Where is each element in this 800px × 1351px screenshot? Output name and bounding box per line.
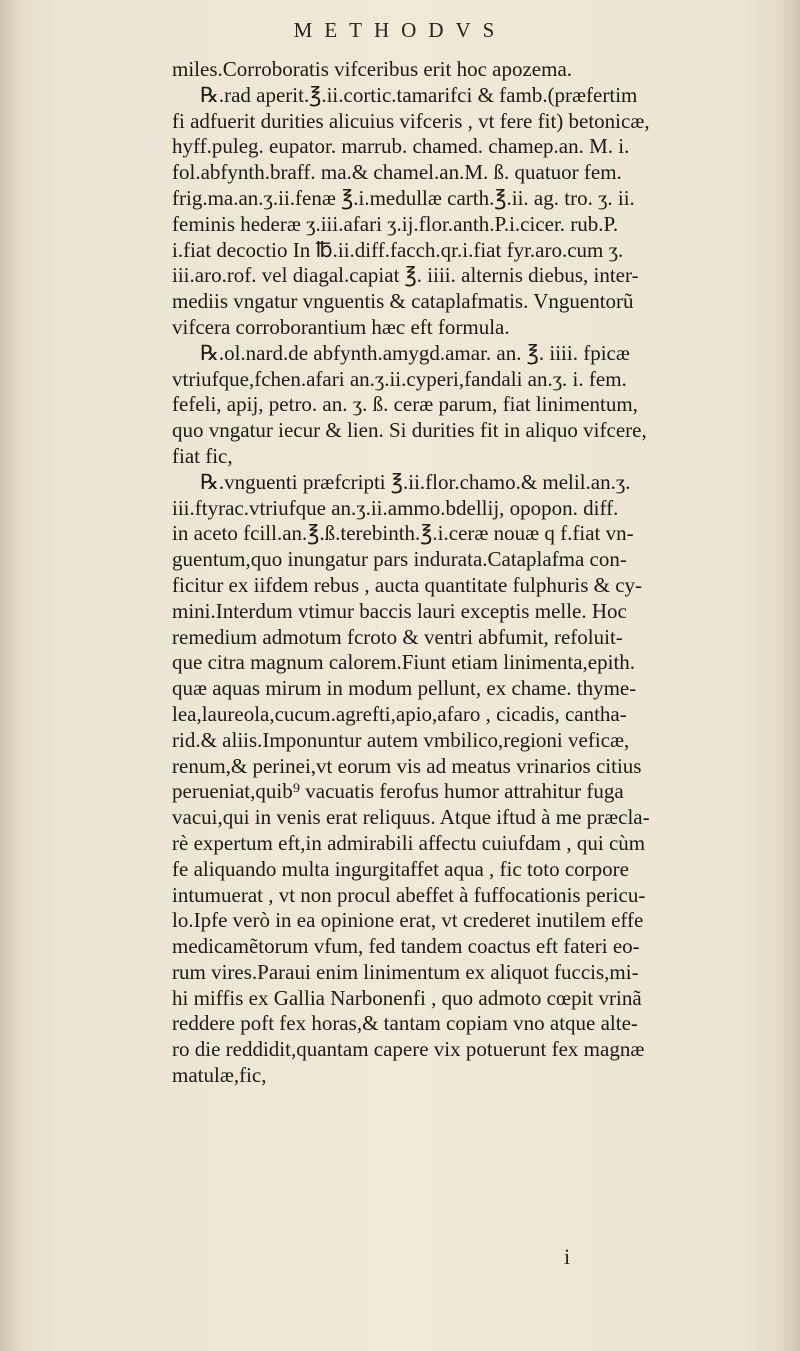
running-header: METHODVS <box>293 18 507 42</box>
text-line: intumuerat , vt non procul abeffet à fuffocationis pericu- <box>172 882 646 907</box>
text-line: ro die reddidit,quantam capere vix potuerunt fex magnæ <box>172 1037 645 1062</box>
text-line: iii.aro.rof. vel diagal.capiat ℥. iiii. alternis diebus, inter- <box>172 263 639 288</box>
gutter-shadow <box>0 0 20 1351</box>
text-line: feminis hederæ ʒ.iii.afari ʒ.ij.flor.anth.P.i.cicer. rub.P. <box>172 211 619 236</box>
page-edge-shadow <box>776 0 800 1351</box>
text-line: vtriufque,fchen.afari an.ʒ.ii.cyperi,fandali an.ʒ. i. fem. <box>172 366 627 391</box>
text-line: rè expertum eft,in admirabili affectu cuiufdam , qui cùm <box>172 830 646 855</box>
text-line: fol.abfynth.braff. ma.& chamel.an.M. ß. quatuor fem. <box>172 160 622 185</box>
text-line: hi miffis ex Gallia Narbonenfi , quo admoto cœpit vrinã <box>172 985 642 1010</box>
text-line: lo.Ipfe verò in ea opinione erat, vt crederet inutilem effe <box>172 908 644 933</box>
text-line: iii.ftyrac.vtriufque an.ʒ.ii.ammo.bdellij, opopon. diff. <box>172 495 619 520</box>
text-line: ℞.ol.nard.de abfynth.amygd.amar. an. ℥. iiii. fpicæ <box>200 340 630 365</box>
text-line: in aceto fcill.an.℥.ß.terebinth.℥.i.ceræ nouæ q f.fiat vn- <box>172 521 634 546</box>
text-line: rum vires.Paraui enim linimentum ex aliquot fuccis,mi- <box>172 959 639 984</box>
text-line: remedium admotum fcroto & ventri abfumit, refoluit- <box>172 624 623 649</box>
text-line: quæ aquas mirum in modum pellunt, ex chame. thyme- <box>172 676 637 701</box>
body-text <box>172 57 772 1089</box>
text-line: quo vngatur iecur & lien. Si durities fit in aliquo vifcere, <box>172 418 647 443</box>
text-line: renum,& perinei,vt eorum vis ad meatus vrinarios citius <box>172 753 642 778</box>
text-line: fe aliquando multa ingurgitaffet aqua , fic toto corpore <box>172 856 629 881</box>
text-line: frig.ma.an.ʒ.ii.fenæ ℥.i.medullæ carth.℥.ii. ag. tro. ʒ. ii. <box>172 185 635 210</box>
text-line: que citra magnum calorem.Fiunt etiam linimenta,epith. <box>172 650 636 675</box>
catchword: i <box>564 1244 571 1269</box>
text-line: hyff.puleg. eupator. marrub. chamed. chamep.an. M. i. <box>172 134 630 159</box>
text-line: lea,laureola,cucum.agrefti,apio,afaro , cicadis, cantha- <box>172 701 627 726</box>
text-line: fiat fic, <box>172 443 233 468</box>
text-line: matulæ,fic, <box>172 1063 267 1088</box>
text-line: vacui,qui in venis erat reliquus. Atque iftud à me præcla- <box>172 805 650 830</box>
text-line: ficitur ex iifdem rebus , aucta quantitate fulphuris & cy- <box>172 572 643 597</box>
text-line: miles.Corroboratis vifceribus erit hoc apozema. <box>172 57 573 81</box>
text-line: ℞.rad aperit.℥.ii.cortic.tamarifci & famb.(præfertim <box>200 82 638 107</box>
text-line: guentum,quo inungatur pars indurata.Cataplafma con- <box>172 547 627 572</box>
text-line: medicamẽtorum vfum, fed tandem coactus eft fateri eo- <box>172 934 640 959</box>
text-line: rid.& aliis.Imponuntur autem vmbilico,regioni veficæ, <box>172 727 630 752</box>
text-line: mini.Interdum vtimur baccis lauri exceptis melle. Hoc <box>172 598 627 623</box>
text-line: i.fiat decoctio In ℔.ii.diff.facch.qr.i.fiat fyr.aro.cum ʒ. <box>172 237 624 262</box>
text-line: reddere poft fex horas,& tantam copiam vno atque alte- <box>172 1011 638 1036</box>
text-line: ℞.vnguenti præfcripti ℥.ii.flor.chamo.& melil.an.ʒ. <box>200 469 631 494</box>
text-line: mediis vngatur vnguentis & cataplafmatis. Vnguentorũ <box>172 289 634 314</box>
text-line: vifcera corroborantium hæc eft formula. <box>172 314 510 339</box>
text-line: fi adfuerit durities alicuius vifceris , vt fere fit) betonicæ, <box>172 108 650 133</box>
text-line: perueniat,quib⁹ vacuatis ferofus humor attrahitur fuga <box>172 779 624 804</box>
text-line: fefeli, apij, petro. an. ʒ. ß. ceræ parum, fiat linimentum, <box>172 392 638 417</box>
